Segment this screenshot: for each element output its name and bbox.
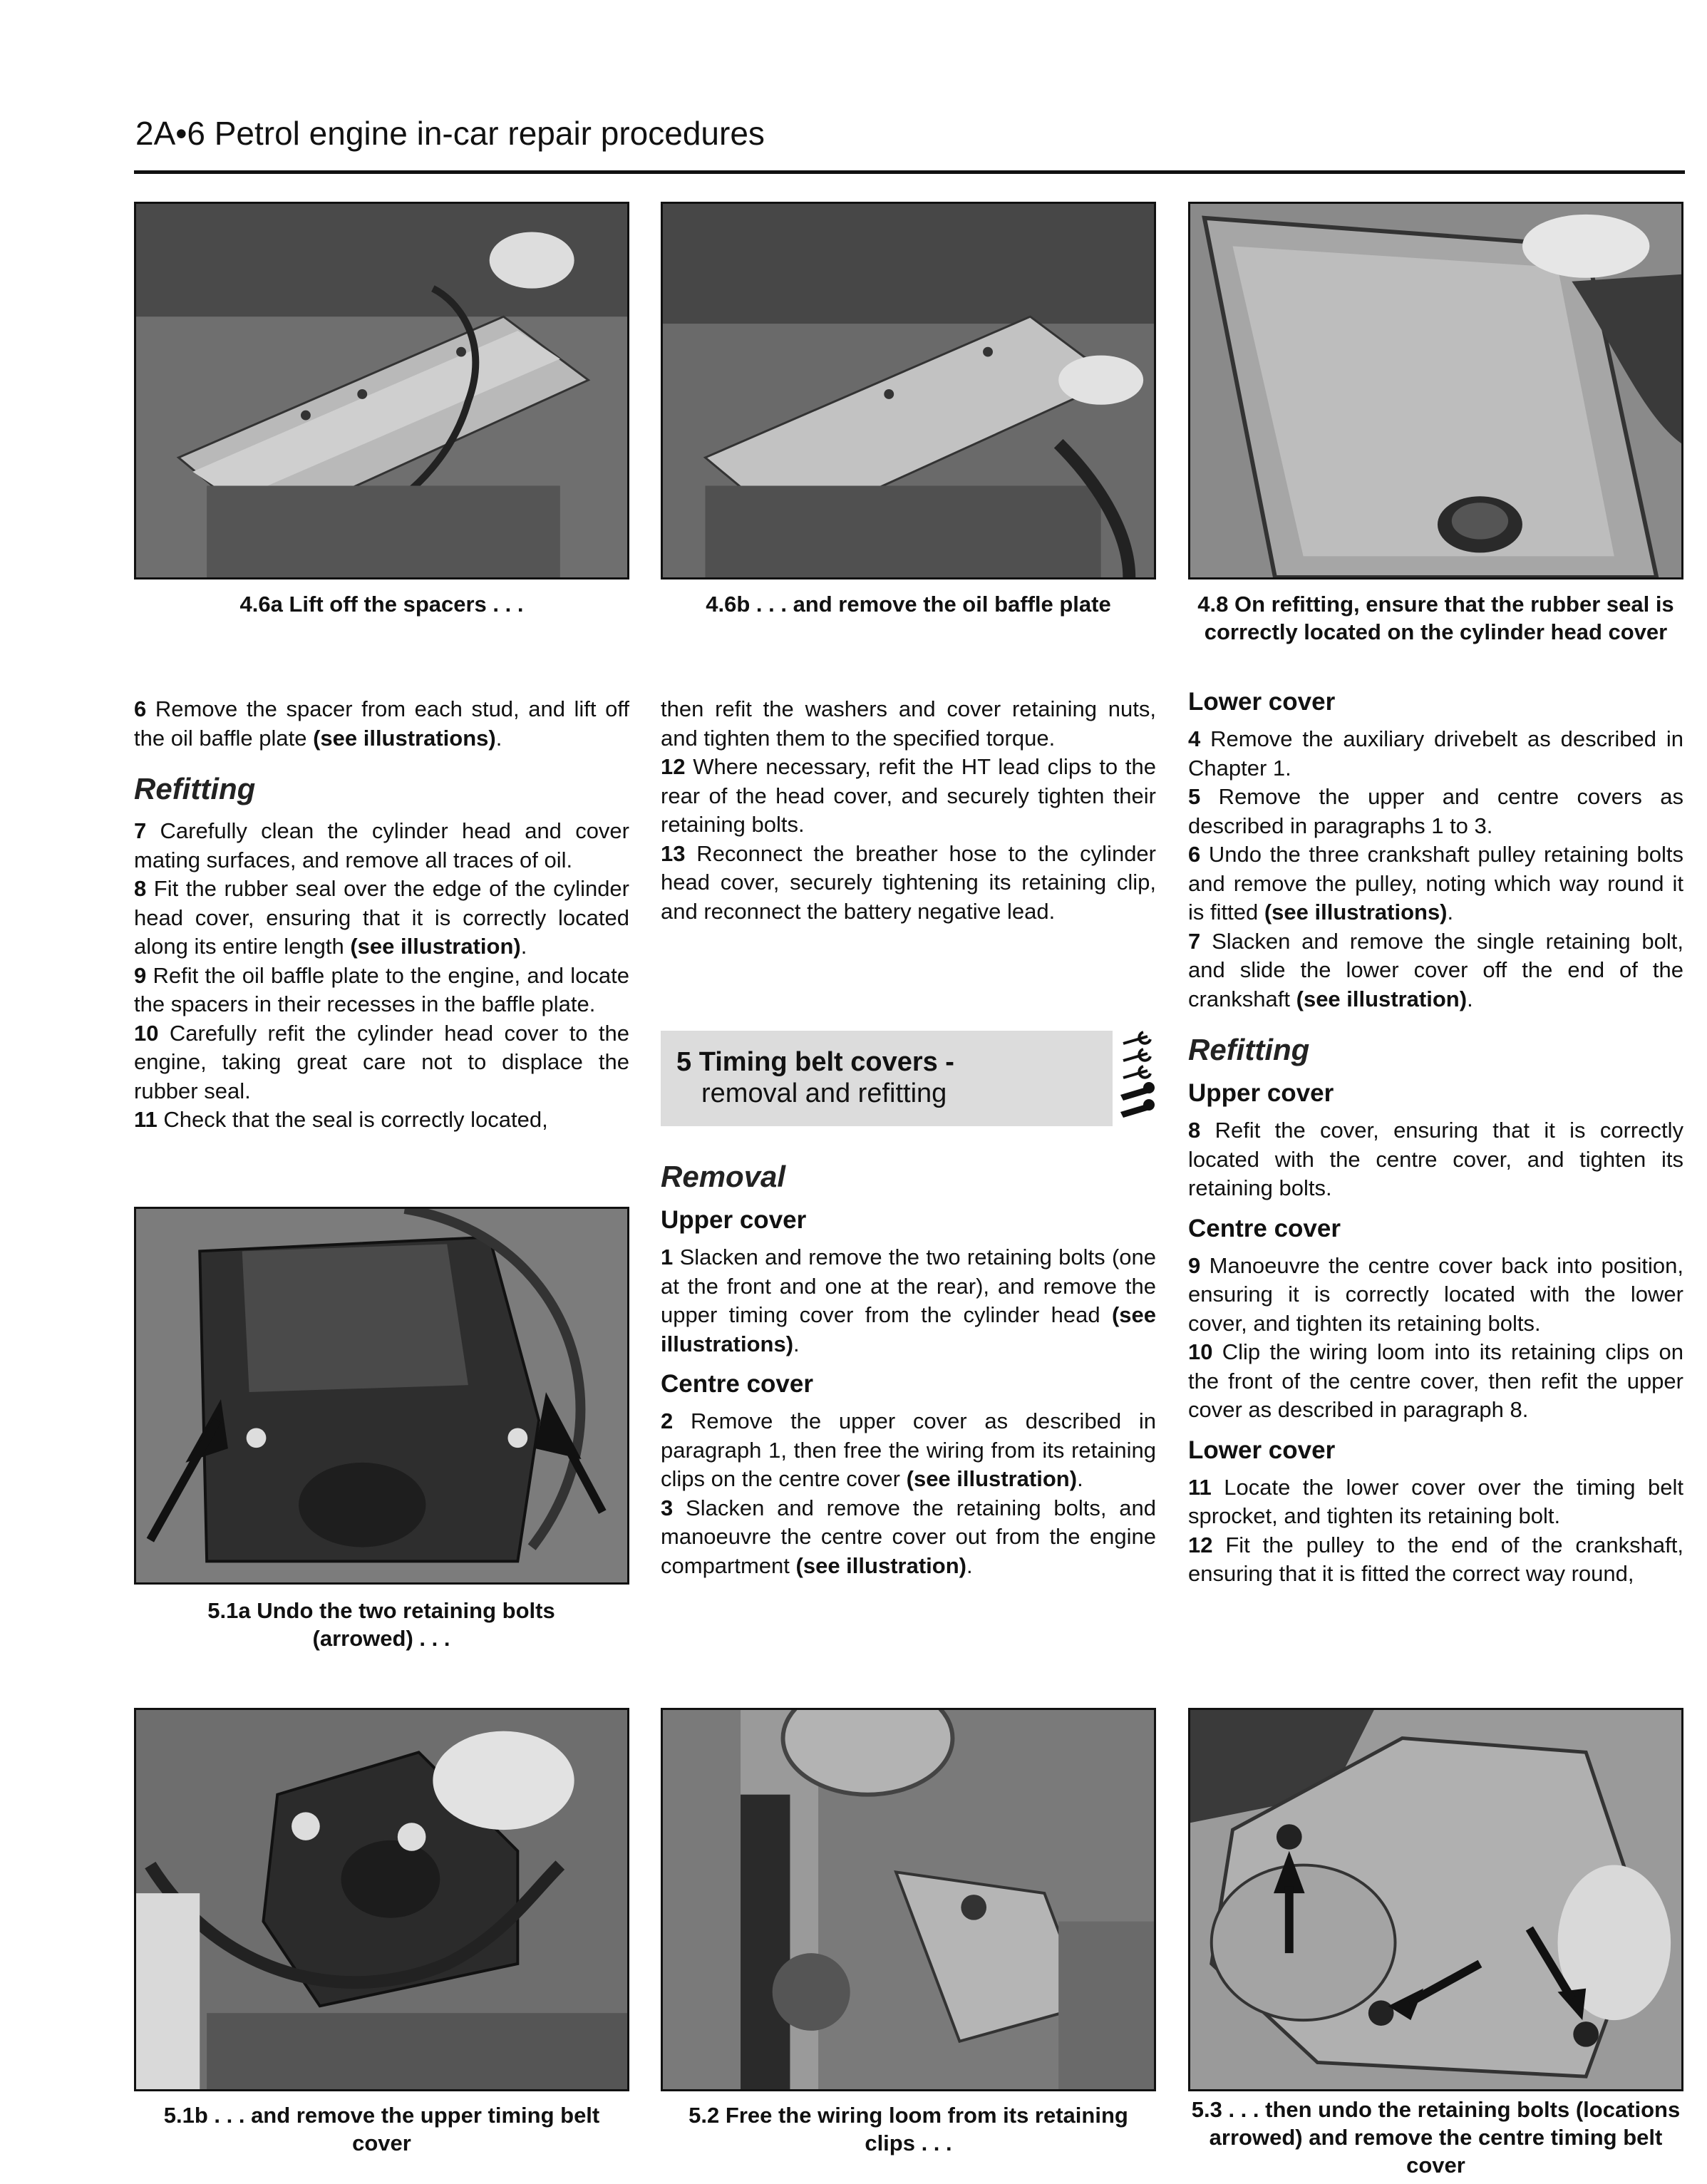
paragraph-13: 13 Reconnect the breather hose to the cylinder head cover, securely tightening its retaining clip, and reconnect the battery negative lead. [661,840,1156,924]
paragraph-3: 3 Slacken and remove the retaining bolts, and manoeuvre the centre cover out from the engine compartment (see illustration). [661,1495,1156,1578]
heading-refitting: Refitting [1188,1033,1310,1066]
heading-refitting: Refitting [134,772,256,805]
paragraph-continued: then refit the washers and cover retaining nuts, and tighten them to the specified torque. [661,696,1156,751]
paragraph-5: 5 Remove the upper and centre covers as described in paragraphs 1 to 3. [1188,784,1683,838]
page-header: 2A•6 Petrol engine in-car repair procedures [135,115,765,152]
heading-removal: Removal [661,1160,786,1193]
photo-5-3 [1188,1708,1683,2091]
paragraph-10: 10 Clip the wiring loom into its retaining clips on the front of the centre cover, then refit the upper cover as described in paragraph 8. [1188,1339,1683,1422]
paragraph-7: 7 Slacken and remove the single retaining bolt, and slide the lower cover off the end of the crankshaft (see illustration). [1188,928,1683,1011]
paragraph-4: 4 Remove the auxiliary drivebelt as described in Chapter 1. [1188,726,1683,781]
paragraph-8: 8 Refit the cover, ensuring that it is correctly located with the centre cover, and tighten its retaining bolts. [1188,1118,1683,1200]
paragraph-6: 6 Undo the three crankshaft pulley retaining bolts and remove the pulley, noting which way round it is fitted (see illustrations). [1188,842,1683,924]
caption-5-1b: 5.1b . . . and remove the upper timing belt cover [163,2103,600,2155]
section-subtitle: removal and refitting [701,1078,947,1108]
paragraph-11: 11 Check that the seal is correctly located, [134,1107,548,1132]
column-2-top [661,695,1156,926]
subheading-centre-cover: Centre cover [661,1370,813,1398]
caption-4-8: 4.8 On refitting, ensure that the rubber seal is correctly located on the cylinder head cover [1197,592,1674,644]
paragraph-1: 1 Slacken and remove the two retaining bolts (one at the front and one at the rear), and remove the upper timing cover from the cylinder head (see illustrations). [661,1245,1156,1356]
photo-4-6a [134,202,629,580]
paragraph-2: 2 Remove the upper cover as described in paragraph 1, then free the wiring from its retaining clips on the centre cover (see illustration). [661,1408,1156,1491]
caption-5-2: 5.2 Free the wiring loom from its retaining clips . . . [689,2103,1128,2155]
paragraph-9: 9 Refit the oil baffle plate to the engine, and locate the spacers in their recesses in the baffle plate. [134,962,629,1016]
paragraph-11: 11 Locate the lower cover over the timing belt sprocket, and tighten its retaining bolt. [1188,1474,1683,1528]
subheading-upper-cover: Upper cover [1188,1079,1334,1107]
section-title: 5 Timing belt covers - [676,1047,954,1077]
paragraph-12: 12 Where necessary, refit the HT lead clips to the rear of the head cover, and securely tighten their retaining bolts. [661,754,1156,837]
paragraph-10: 10 Carefully refit the cylinder head cover to the engine, taking great care not to displace the rubber seal. [134,1020,629,1103]
paragraph-12: 12 Fit the pulley to the end of the crankshaft, ensuring that it is fitted the correct way round, [1188,1532,1683,1586]
subheading-centre-cover: Centre cover [1188,1214,1341,1242]
caption-5-3: 5.3 . . . then undo the retaining bolts (locations arrowed) and remove the centre timing belt cover [1191,2097,1681,2178]
paragraph-9: 9 Manoeuvre the centre cover back into position, ensuring it is correctly located with the lower cover, and tighten its retaining bolts. [1188,1252,1683,1336]
paragraph-6: 6 Remove the spacer from each stud, and lift off the oil baffle plate (see illustrations). [134,696,629,751]
caption-5-1a: 5.1a Undo the two retaining bolts (arrowed) . . . [207,1598,555,1651]
subheading-lower-cover: Lower cover [1188,688,1336,716]
column-2-bottom [661,1140,1156,1580]
column-3 [1188,686,1683,1589]
section-heading-box [661,1031,1113,1126]
photo-5-1a [134,1207,629,1585]
caption-4-6b: 4.6b . . . and remove the oil baffle plate [706,592,1111,617]
photo-4-6b [661,202,1156,580]
header-rule [134,170,1685,174]
photo-5-1b [134,1708,629,2091]
column-1-top [134,695,629,1135]
subheading-upper-cover: Upper cover [661,1206,807,1234]
paragraph-7: 7 Carefully clean the cylinder head and cover mating surfaces, and remove all traces of oil. [134,818,629,872]
paragraph-8: 8 Fit the rubber seal over the edge of the cylinder head cover, ensuring that it is correctly located along its entire length (see illustration). [134,876,629,959]
photo-5-2 [661,1708,1156,2091]
subheading-lower-cover: Lower cover [1188,1436,1336,1464]
caption-4-6a: 4.6a Lift off the spacers . . . [239,592,524,617]
photo-4-8 [1188,202,1683,580]
spanner-rating-icon [1116,1031,1156,1126]
